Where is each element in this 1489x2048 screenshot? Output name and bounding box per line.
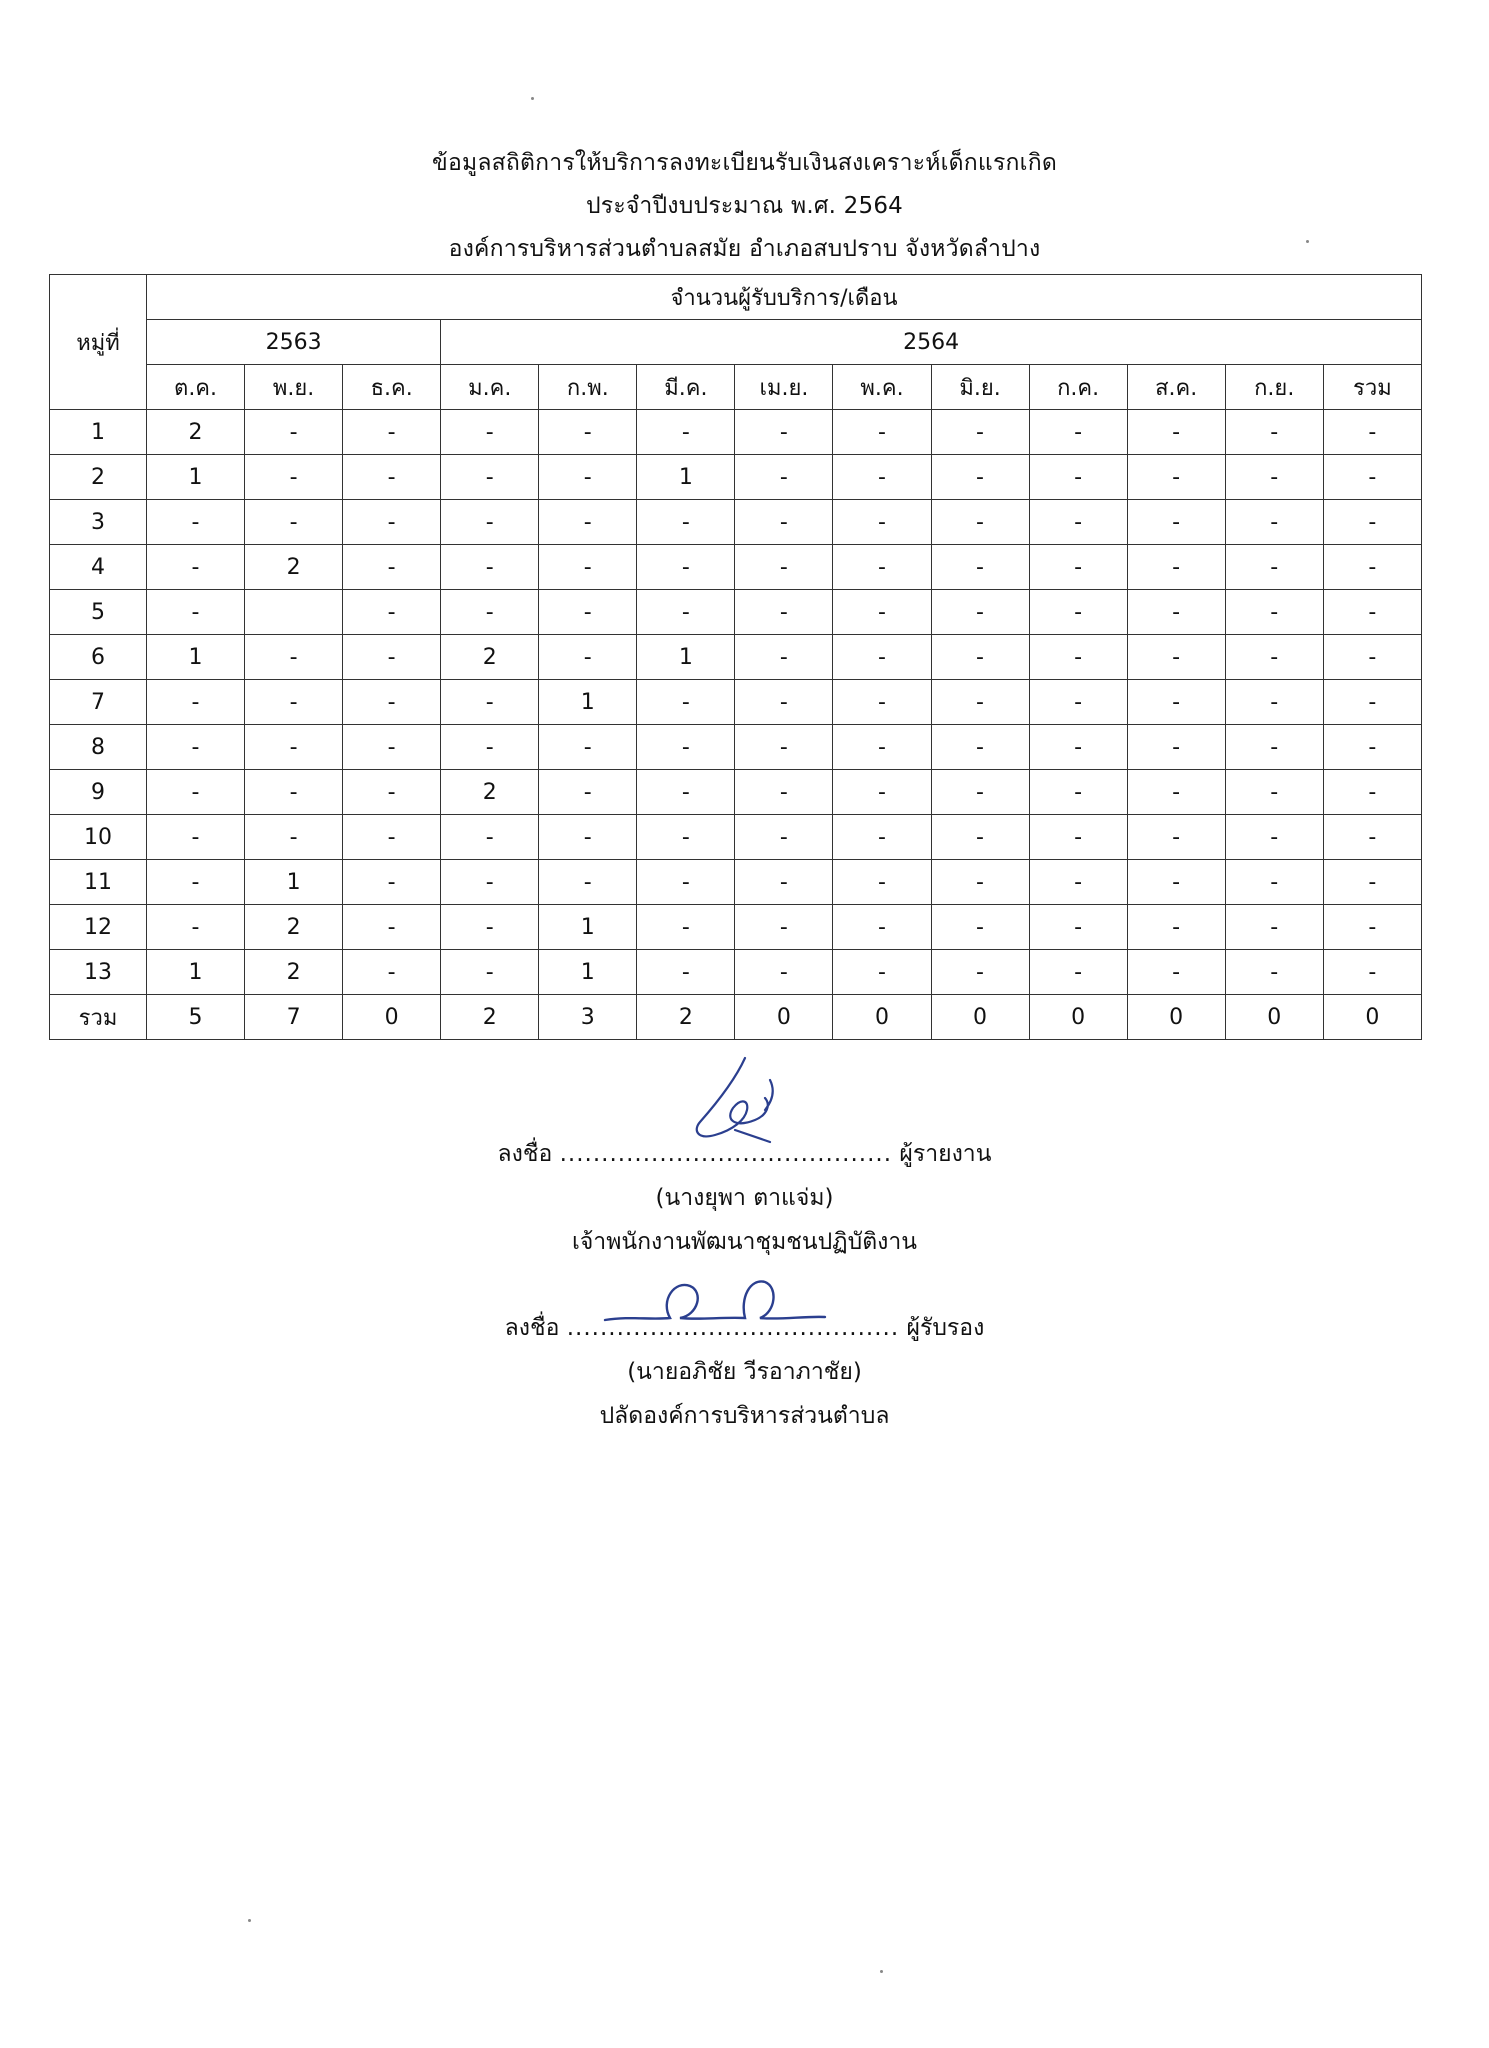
- table-cell: 2: [637, 995, 735, 1040]
- table-cell: -: [1323, 590, 1421, 635]
- table-cell: 2: [441, 770, 539, 815]
- table-cell: -: [147, 860, 245, 905]
- table-cell: -: [343, 590, 441, 635]
- village-number: 13: [50, 950, 147, 995]
- table-cell: -: [1225, 545, 1323, 590]
- table-cell: -: [1029, 815, 1127, 860]
- village-number: 10: [50, 815, 147, 860]
- month-header: ธ.ค.: [343, 365, 441, 410]
- table-row: [50, 410, 1422, 455]
- month-header: เม.ย.: [735, 365, 833, 410]
- table-row: [50, 590, 1422, 635]
- table-cell: -: [1127, 410, 1225, 455]
- certifier-role-label: ผู้รับรอง: [906, 1315, 985, 1341]
- month-header: รวม: [1323, 365, 1421, 410]
- reporter-name: (นางยุพา ตาแจ่ม): [655, 1185, 834, 1211]
- table-cell: 1: [147, 635, 245, 680]
- table-cell: [245, 590, 343, 635]
- village-header: หมู่ที่: [50, 275, 147, 410]
- month-header: มี.ค.: [637, 365, 735, 410]
- table-cell: -: [637, 815, 735, 860]
- table-cell: -: [931, 950, 1029, 995]
- table-cell: -: [147, 680, 245, 725]
- table-cell: -: [343, 410, 441, 455]
- table-cell: 1: [637, 635, 735, 680]
- table-row: [50, 815, 1422, 860]
- table-cell: -: [1323, 410, 1421, 455]
- certifier-sign-dots: ........................................: [566, 1315, 900, 1341]
- month-header: พ.ย.: [245, 365, 343, 410]
- table-cell: -: [1127, 455, 1225, 500]
- table-cell: -: [735, 680, 833, 725]
- table-cell: -: [735, 860, 833, 905]
- table-cell: -: [245, 500, 343, 545]
- month-header: ก.ย.: [1225, 365, 1323, 410]
- table-cell: 0: [833, 995, 931, 1040]
- table-cell: -: [245, 635, 343, 680]
- table-cell: -: [735, 725, 833, 770]
- table-cell: -: [441, 545, 539, 590]
- table-cell: -: [1127, 860, 1225, 905]
- village-number: 9: [50, 770, 147, 815]
- table-row: [50, 770, 1422, 815]
- table-cell: 0: [1127, 995, 1225, 1040]
- table-cell: -: [833, 545, 931, 590]
- table-cell: -: [637, 725, 735, 770]
- table-cell: -: [539, 590, 637, 635]
- table-cell: -: [931, 590, 1029, 635]
- table-cell: -: [1225, 905, 1323, 950]
- table-cell: -: [637, 950, 735, 995]
- table-cell: 0: [931, 995, 1029, 1040]
- table-cell: -: [1029, 455, 1127, 500]
- table-cell: -: [637, 500, 735, 545]
- table-cell: -: [1127, 770, 1225, 815]
- table-cell: -: [1225, 410, 1323, 455]
- table-cell: -: [1127, 815, 1225, 860]
- table-row: [50, 950, 1422, 995]
- title-line-1: ข้อมูลสถิติการให้บริการลงทะเบียนรับเงินสงเคราะห์เด็กแรกเกิด: [432, 150, 1057, 176]
- table-cell: -: [833, 770, 931, 815]
- table-cell: 2: [441, 635, 539, 680]
- table-cell: -: [1225, 455, 1323, 500]
- village-number: 5: [50, 590, 147, 635]
- table-cell: -: [833, 725, 931, 770]
- table-row: [50, 455, 1422, 500]
- table-cell: -: [245, 770, 343, 815]
- table-cell: -: [245, 455, 343, 500]
- table-cell: 0: [735, 995, 833, 1040]
- table-cell: -: [637, 545, 735, 590]
- village-number: รวม: [50, 995, 147, 1040]
- table-cell: -: [833, 815, 931, 860]
- table-body: [50, 410, 1422, 1040]
- table-cell: -: [1225, 500, 1323, 545]
- table-cell: -: [245, 410, 343, 455]
- table-cell: -: [1029, 635, 1127, 680]
- table-cell: -: [441, 860, 539, 905]
- table-cell: 7: [245, 995, 343, 1040]
- table-cell: -: [637, 770, 735, 815]
- table-cell: -: [1323, 500, 1421, 545]
- table-cell: -: [1029, 545, 1127, 590]
- table-cell: -: [1127, 950, 1225, 995]
- scan-speck: [880, 1970, 883, 1973]
- table-cell: -: [1029, 410, 1127, 455]
- table-cell: -: [1225, 770, 1323, 815]
- title-line-2: ประจำปีงบประมาณ พ.ศ. 2564: [586, 193, 903, 219]
- table-cell: -: [931, 545, 1029, 590]
- table-cell: -: [1323, 545, 1421, 590]
- table-cell: -: [539, 725, 637, 770]
- table-cell: 1: [539, 680, 637, 725]
- certifier-signature-mark: [600, 1270, 830, 1345]
- table-cell: -: [343, 545, 441, 590]
- table-cell: 2: [441, 995, 539, 1040]
- table-cell: -: [1029, 500, 1127, 545]
- table-cell: -: [1225, 950, 1323, 995]
- table-cell: -: [539, 545, 637, 590]
- table-cell: -: [637, 410, 735, 455]
- certifier-sign-label: ลงชื่อ: [504, 1315, 560, 1341]
- table-cell: -: [539, 455, 637, 500]
- statistics-table: [49, 274, 1422, 1040]
- table-cell: -: [1323, 770, 1421, 815]
- table-cell: -: [833, 905, 931, 950]
- table-cell: -: [1127, 500, 1225, 545]
- table-cell: -: [539, 410, 637, 455]
- table-cell: -: [343, 815, 441, 860]
- table-cell: -: [735, 770, 833, 815]
- table-cell: -: [147, 590, 245, 635]
- month-header-row: [50, 365, 1422, 410]
- table-cell: -: [343, 770, 441, 815]
- table-cell: -: [1127, 590, 1225, 635]
- village-number: 3: [50, 500, 147, 545]
- table-cell: -: [637, 680, 735, 725]
- table-cell: 1: [539, 905, 637, 950]
- reporter-signature-mark: [675, 1050, 815, 1160]
- certifier-position: ปลัดองค์การบริหารส่วนตำบล: [599, 1403, 890, 1429]
- table-cell: -: [833, 410, 931, 455]
- table-cell: -: [441, 500, 539, 545]
- table-cell: -: [1127, 905, 1225, 950]
- table-cell: -: [1323, 905, 1421, 950]
- table-cell: -: [343, 635, 441, 680]
- total-row: [50, 995, 1422, 1040]
- table-cell: -: [1225, 680, 1323, 725]
- table-cell: -: [833, 635, 931, 680]
- table-cell: -: [441, 950, 539, 995]
- table-cell: -: [931, 410, 1029, 455]
- table-cell: -: [637, 860, 735, 905]
- table-cell: -: [931, 680, 1029, 725]
- table-cell: 0: [1323, 995, 1421, 1040]
- table-cell: 2: [245, 545, 343, 590]
- table-cell: -: [1323, 680, 1421, 725]
- table-cell: -: [1029, 860, 1127, 905]
- table-cell: -: [637, 905, 735, 950]
- village-number: 12: [50, 905, 147, 950]
- month-header: มิ.ย.: [931, 365, 1029, 410]
- table-cell: -: [1029, 725, 1127, 770]
- table-cell: 0: [343, 995, 441, 1040]
- table-cell: -: [441, 455, 539, 500]
- scan-speck: [248, 1919, 251, 1922]
- table-cell: -: [735, 905, 833, 950]
- table-cell: 2: [245, 905, 343, 950]
- table-cell: -: [1029, 905, 1127, 950]
- table-cell: -: [343, 680, 441, 725]
- table-cell: -: [1029, 680, 1127, 725]
- table-cell: -: [245, 725, 343, 770]
- table-cell: -: [1225, 590, 1323, 635]
- month-header: ส.ค.: [1127, 365, 1225, 410]
- table-cell: -: [245, 680, 343, 725]
- table-cell: -: [735, 590, 833, 635]
- village-number: 8: [50, 725, 147, 770]
- table-cell: -: [1323, 635, 1421, 680]
- table-cell: -: [1127, 680, 1225, 725]
- table-cell: -: [833, 680, 931, 725]
- table-cell: -: [1323, 455, 1421, 500]
- table-cell: 1: [245, 860, 343, 905]
- table-cell: -: [931, 725, 1029, 770]
- table-cell: 3: [539, 995, 637, 1040]
- reporter-sign-dots: ........................................: [559, 1141, 893, 1167]
- table-cell: -: [833, 455, 931, 500]
- table-cell: -: [1225, 635, 1323, 680]
- table-cell: -: [245, 815, 343, 860]
- table-cell: -: [1029, 590, 1127, 635]
- table-cell: -: [441, 410, 539, 455]
- table-cell: -: [735, 545, 833, 590]
- table-cell: -: [441, 905, 539, 950]
- table-cell: -: [735, 635, 833, 680]
- table-cell: -: [343, 860, 441, 905]
- table-cell: -: [1323, 725, 1421, 770]
- table-cell: -: [931, 770, 1029, 815]
- table-cell: -: [441, 815, 539, 860]
- table-cell: -: [735, 950, 833, 995]
- table-cell: -: [833, 860, 931, 905]
- village-number: 7: [50, 680, 147, 725]
- table-cell: -: [343, 500, 441, 545]
- table-cell: -: [539, 770, 637, 815]
- table-cell: -: [343, 455, 441, 500]
- table-cell: -: [931, 860, 1029, 905]
- table-cell: -: [833, 500, 931, 545]
- table-cell: -: [147, 770, 245, 815]
- table-cell: 1: [637, 455, 735, 500]
- table-cell: -: [833, 590, 931, 635]
- table-cell: -: [931, 500, 1029, 545]
- reporter-position: เจ้าพนักงานพัฒนาชุมชนปฏิบัติงาน: [571, 1229, 918, 1255]
- certifier-name: (นายอภิชัย วีรอาภาชัย): [627, 1359, 862, 1385]
- title-line-3: องค์การบริหารส่วนตำบลสมัย อำเภอสบปราบ จังหวัดลำปาง: [448, 236, 1041, 262]
- table-cell: 2: [245, 950, 343, 995]
- table-cell: -: [931, 635, 1029, 680]
- table-cell: -: [1225, 725, 1323, 770]
- table-row: [50, 905, 1422, 950]
- month-header: ต.ค.: [147, 365, 245, 410]
- table-cell: 1: [539, 950, 637, 995]
- table-cell: -: [833, 950, 931, 995]
- table-cell: -: [147, 545, 245, 590]
- village-number: 1: [50, 410, 147, 455]
- table-cell: -: [441, 725, 539, 770]
- table-cell: -: [1225, 815, 1323, 860]
- table-cell: -: [931, 905, 1029, 950]
- table-cell: -: [1127, 545, 1225, 590]
- village-number: 4: [50, 545, 147, 590]
- table-cell: -: [735, 500, 833, 545]
- table-cell: -: [735, 815, 833, 860]
- table-cell: 1: [147, 455, 245, 500]
- table-cell: -: [147, 905, 245, 950]
- table-cell: -: [147, 725, 245, 770]
- reporter-role-label: ผู้รายงาน: [899, 1141, 992, 1167]
- table-cell: -: [1127, 635, 1225, 680]
- table-cell: 0: [1029, 995, 1127, 1040]
- table-cell: -: [1029, 950, 1127, 995]
- table-cell: -: [637, 590, 735, 635]
- table-cell: 0: [1225, 995, 1323, 1040]
- document-title-block: [0, 142, 1489, 271]
- table-cell: -: [735, 410, 833, 455]
- year-header-2564: 2564: [441, 320, 1422, 365]
- table-row: [50, 725, 1422, 770]
- village-number: 11: [50, 860, 147, 905]
- table-row: [50, 500, 1422, 545]
- scan-speck: [531, 97, 534, 100]
- table-cell: 5: [147, 995, 245, 1040]
- table-cell: -: [1323, 815, 1421, 860]
- table-cell: -: [539, 500, 637, 545]
- group-header: จำนวนผู้รับบริการ/เดือน: [147, 275, 1422, 320]
- table-cell: -: [1029, 770, 1127, 815]
- table-row: [50, 860, 1422, 905]
- table-cell: -: [441, 590, 539, 635]
- table-cell: -: [343, 905, 441, 950]
- table-cell: -: [147, 815, 245, 860]
- table-cell: -: [539, 860, 637, 905]
- table-cell: -: [931, 455, 1029, 500]
- month-header: ก.ค.: [1029, 365, 1127, 410]
- table-cell: 1: [147, 950, 245, 995]
- table-cell: -: [1323, 950, 1421, 995]
- table-cell: -: [147, 500, 245, 545]
- year-header-2563: 2563: [147, 320, 441, 365]
- table-cell: -: [1225, 860, 1323, 905]
- table-cell: -: [1323, 860, 1421, 905]
- reporter-sign-label: ลงชื่อ: [497, 1141, 553, 1167]
- table-row: [50, 680, 1422, 725]
- month-header: พ.ค.: [833, 365, 931, 410]
- table-cell: 2: [147, 410, 245, 455]
- table-cell: -: [441, 680, 539, 725]
- table-cell: -: [343, 950, 441, 995]
- table-cell: -: [539, 815, 637, 860]
- table-cell: -: [539, 635, 637, 680]
- table-cell: -: [735, 455, 833, 500]
- table-row: [50, 635, 1422, 680]
- table-cell: -: [931, 815, 1029, 860]
- table-cell: -: [1127, 725, 1225, 770]
- village-number: 2: [50, 455, 147, 500]
- scan-speck: [1306, 240, 1309, 243]
- month-header: ก.พ.: [539, 365, 637, 410]
- table-cell: -: [343, 725, 441, 770]
- month-header: ม.ค.: [441, 365, 539, 410]
- village-number: 6: [50, 635, 147, 680]
- table-row: [50, 545, 1422, 590]
